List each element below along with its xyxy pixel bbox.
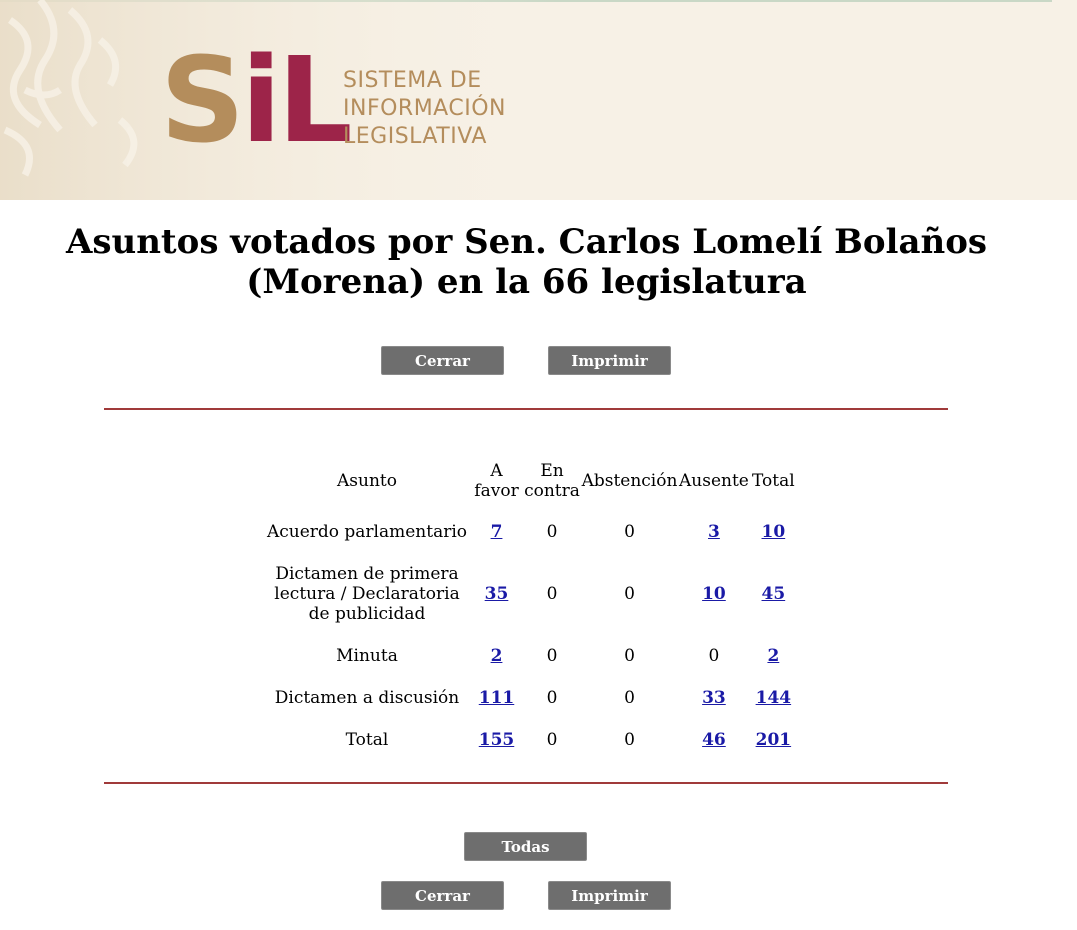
- total-link[interactable]: 2: [767, 646, 780, 666]
- ausente-link[interactable]: 10: [702, 584, 726, 604]
- row-asunto: Acuerdo parlamentario: [266, 522, 468, 542]
- logo-letters-il: iL: [241, 31, 349, 169]
- table-total-row: [265, 714, 798, 766]
- divider-top: [104, 408, 948, 410]
- logo-line-1: SISTEMA DE: [343, 68, 482, 93]
- close-button-bottom[interactable]: Cerrar: [381, 881, 504, 910]
- header-banner: [0, 0, 1077, 200]
- logo-line-3: LEGISLATIVA: [343, 124, 487, 149]
- abstencion-value: 0: [624, 522, 635, 542]
- row-asunto: Dictamen a discusión: [274, 688, 460, 708]
- page-title: Asuntos votados por Sen. Carlos Lomelí Bolaños (Morena) en la 66 legislatura: [65, 222, 988, 302]
- contra-value: 0: [546, 646, 558, 666]
- header-abstencion: Abstención: [581, 471, 678, 491]
- print-button-top[interactable]: Imprimir: [548, 346, 671, 375]
- logo-line-2: INFORMACIÓN: [343, 96, 506, 121]
- contra-value: 0: [546, 584, 558, 604]
- table-row: [265, 630, 798, 682]
- header-asunto: Asunto: [337, 471, 397, 491]
- header-total: Total: [752, 471, 795, 491]
- total-ausente-link[interactable]: 46: [702, 730, 726, 750]
- table-row: [265, 506, 798, 558]
- header-a-favor: A favor: [474, 461, 519, 501]
- table-header-row: [265, 456, 798, 506]
- total-favor-link[interactable]: 155: [478, 730, 515, 750]
- row-asunto: Dictamen de primera lectura / Declaratoria de publicidad: [274, 564, 460, 624]
- favor-link[interactable]: 7: [490, 522, 503, 542]
- abstencion-value: 0: [624, 646, 635, 666]
- divider-bottom: [104, 782, 948, 784]
- abstencion-value: 0: [624, 584, 635, 604]
- ausente-link[interactable]: 33: [702, 688, 726, 708]
- votes-table: [265, 456, 798, 766]
- sil-logo: [160, 31, 349, 169]
- contra-value: 0: [546, 688, 558, 708]
- grand-total-link[interactable]: 201: [755, 730, 792, 750]
- favor-link[interactable]: 35: [484, 584, 509, 604]
- close-button-top[interactable]: Cerrar: [381, 346, 504, 375]
- total-abstencion-value: 0: [624, 730, 635, 750]
- header-en-contra: En contra: [524, 461, 580, 501]
- favor-link[interactable]: 111: [478, 688, 515, 708]
- row-asunto: Minuta: [336, 646, 398, 666]
- table-row: [265, 682, 798, 714]
- table-row: [265, 558, 798, 630]
- favor-link[interactable]: 2: [490, 646, 503, 666]
- header-ausente: Ausente: [679, 471, 749, 491]
- total-contra-value: 0: [546, 730, 558, 750]
- ausente-link[interactable]: 3: [708, 522, 720, 542]
- logo-wordmark: [343, 67, 506, 151]
- total-label: Total: [345, 730, 389, 750]
- abstencion-value: 0: [624, 688, 635, 708]
- total-link[interactable]: 10: [761, 522, 786, 542]
- total-link[interactable]: 45: [761, 584, 786, 604]
- all-button[interactable]: Todas: [464, 832, 587, 861]
- ausente-value: 0: [708, 646, 720, 666]
- logo-letter-s: S: [160, 31, 241, 169]
- total-link[interactable]: 144: [755, 688, 792, 708]
- contra-value: 0: [546, 522, 558, 542]
- print-button-bottom[interactable]: Imprimir: [548, 881, 671, 910]
